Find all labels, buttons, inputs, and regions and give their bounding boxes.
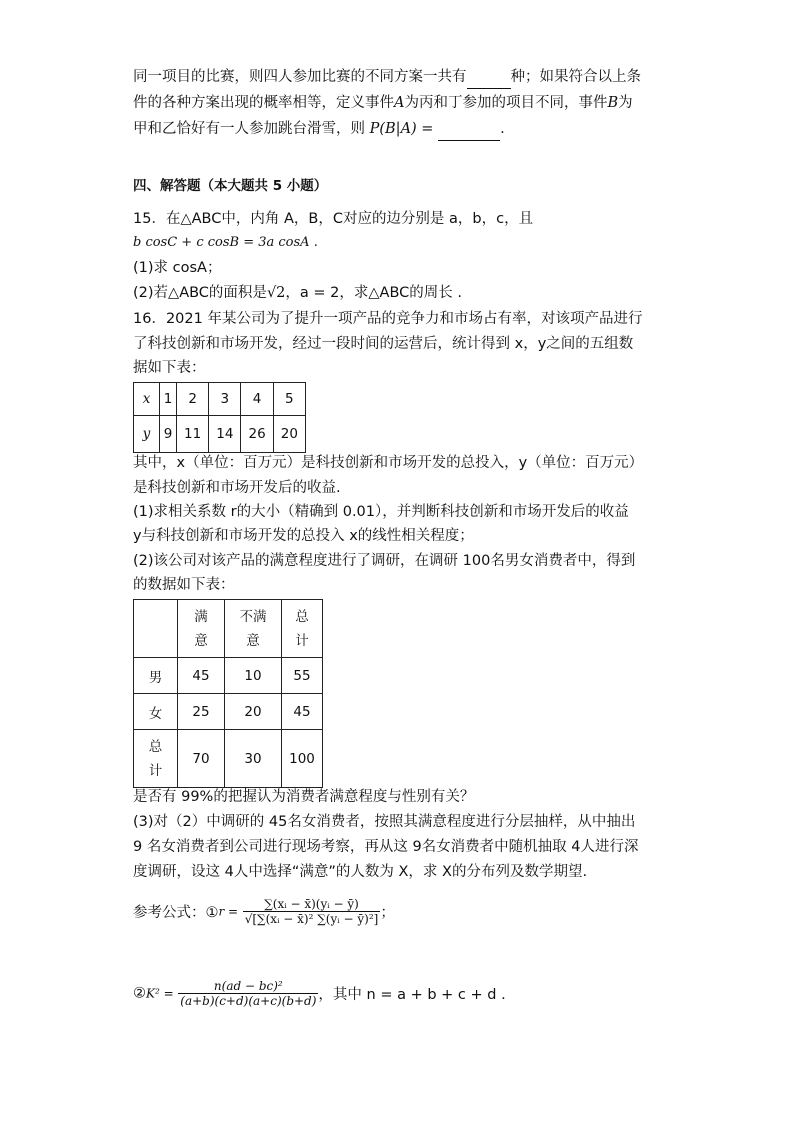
r-fraction [243,897,381,926]
row-label: 男 [134,658,178,694]
corner-cell [134,600,178,658]
q14-text: 同一项目的比赛，则四人参加比赛的不同方案一共有 [133,69,467,85]
q14-line-2 [133,92,633,114]
ref-label: 参考公式：① [133,905,219,921]
q15-text: ，a = 2，求△ABC的周长 . [285,285,462,301]
table-cell: 3 [209,383,241,416]
q14-text: . [500,121,505,137]
q16-part-1a: (1)求相关系数 r的大小（精确到 0.01），并判断科技创新和市场开发后的收益 [133,504,629,520]
table-row [134,658,323,694]
q16-part-3c: 度调研，设这 4人中选择“满意”的人数为 X，求 X的分布列及数学期望. [133,864,588,880]
header-row [134,600,323,658]
k-fraction [178,979,318,1008]
satisfaction-table [133,599,323,788]
table-cell: 45 [178,658,225,694]
sqrt-two: √2 [266,285,286,301]
conditional-prob: P(B|A) = [369,121,434,137]
table-cell: 70 [178,730,225,788]
row-label: 女 [134,694,178,730]
y-label: y [134,416,160,453]
table-cell: 10 [225,658,282,694]
k-end: ，其中 n = a + b + c + d . [318,987,506,1003]
q15-text: (2)若△ABC的面积是 [133,285,267,301]
q14-text: 为 [618,95,633,111]
k-denominator: (a+b)(c+d)(a+c)(b+d) [180,994,317,1008]
q15-part-2 [133,282,462,304]
k-label: ② [133,985,146,1002]
y-row [134,416,306,453]
r-numerator: ∑(xᵢ − x̄)(yᵢ − ȳ) [264,897,359,911]
table-cell: 100 [282,730,323,788]
q16-after-2: 是科技创新和市场开发后的收益. [133,480,341,496]
q14-text: 种；如果符合以上条 [510,69,641,85]
section-title: 四、解答题（本大题共 5 小题） [133,178,328,194]
table-cell: 9 [160,416,177,453]
q14-text: 件的各种方案出现的概率相等，定义事件 [133,95,394,111]
table-cell: 2 [177,383,209,416]
q15-line-1: 15．在△ABC中，内角 A，B，C对应的边分别是 a，b，c，且 [133,211,534,227]
q16-line-3: 据如下表： [133,360,206,376]
event-a: A [394,95,405,111]
table-cell: 55 [282,658,323,694]
r-lhs: r = [218,904,239,919]
q16-part-3b: 9 名女消费者到公司进行现场考察，再从这 9名女消费者中随机抽取 4人进行深 [133,839,639,855]
r-denominator: √[∑(xᵢ − x̄)² ∑(yᵢ − ȳ)²] [244,912,379,926]
table-cell: 20 [225,694,282,730]
q16-part-3a: (3)对（2）中调研的 45名女消费者，按照其满意程度进行分层抽样，从中抽出 [133,814,636,830]
xy-data-table [133,382,306,453]
x-row [134,383,306,416]
header-satisfied: 满 意 [178,600,225,658]
q16-part-2a: (2)该公司对该产品的满意程度进行了调研，在调研 100名男女消费者中，得到 [133,553,636,569]
q14-line-1 [133,66,641,89]
q16-line-2: 了科技创新和市场开发，经过一段时间的运营后，统计得到 x，y之间的五组数 [133,336,634,352]
q16-question: 是否有 99%的把握认为消费者满意程度与性别有关？ [133,789,475,805]
table-row [134,730,323,788]
k-numerator: n(ad − bc)² [213,979,283,993]
table-cell: 11 [177,416,209,453]
q15-equation: b cosC + c cosB = 3a cosA . [133,235,318,250]
header-unsatisfied: 不满 意 [225,600,282,658]
x-label: x [134,383,160,416]
table-cell: 45 [282,694,323,730]
header-total: 总 计 [282,600,323,658]
formula-k2 [133,979,506,1008]
q15-part-1: (1)求 cosA； [133,260,222,276]
formula-r [133,897,395,926]
table-cell: 14 [209,416,241,453]
q16-part-1b: y与科技创新和市场开发的总投入 x的线性相关程度； [133,528,474,544]
r-end: ； [380,905,395,921]
answer-blank-1 [467,66,511,89]
table-cell: 1 [160,383,177,416]
q14-line-3 [133,118,505,141]
q14-text: 为丙和丁参加的项目不同，事件 [404,95,608,111]
q16-line-1: 16．2021 年某公司为了提升一项产品的竞争力和市场占有率，对该项产品进行 [133,311,643,327]
q16-part-2b: 的数据如下表： [133,577,235,593]
table-cell: 25 [178,694,225,730]
table-cell: 26 [241,416,273,453]
table-cell: 4 [241,383,273,416]
table-cell: 30 [225,730,282,788]
table-row [134,694,323,730]
event-b: B [607,95,619,111]
table-cell: 5 [273,383,305,416]
answer-blank-2 [438,118,500,141]
row-label: 总 计 [134,730,178,788]
table-cell: 20 [273,416,305,453]
k-lhs: K² = [146,986,174,1001]
q14-text: 甲和乙恰好有一人参加跳台滑雪，则 [133,121,365,137]
q16-after-1: 其中，x（单位：百万元）是科技创新和市场开发的总投入，y（单位：百万元） [133,455,644,471]
